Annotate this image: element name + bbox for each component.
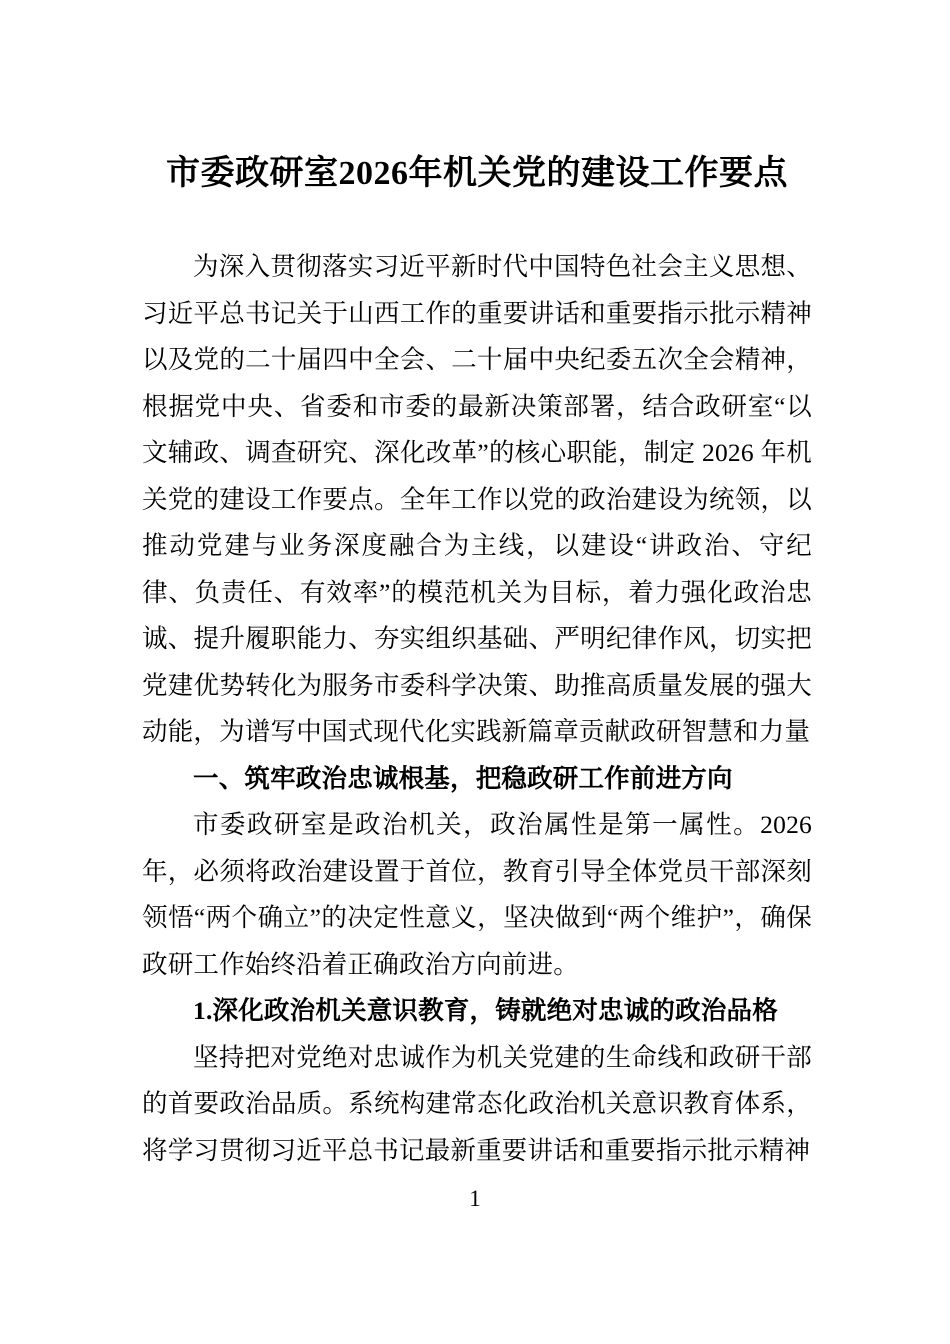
subsection-heading-1-1: 1.深化政治机关意识教育，铸就绝对忠诚的政治品格	[193, 996, 778, 1025]
paragraph-section-1: 市委政研室是政治机关，政治属性是第一属性。2026年，必须将政治建设置于首位，教育引导全体党员干部深刻领悟“两个确立”的决定性意义，坚决做到“两个维护”，确保政研工作始终沿着正确政治方向前进。	[142, 810, 812, 979]
paragraph-intro: 为深入贯彻落实习近平新时代中国特色社会主义思想、习近平总书记关于山西工作的重要讲话和重要指示批示精神以及党的二十届四中全会、二十届中央纪委五次全会精神，根据党中央、省委和市委的最新决策部署，结合政研室“以文辅政、调查研究、深化改革”的核心职能，制定 2026 年机关党的建设工作要点。全年工作以党的政治建设为统领，以推动党建与业务深度融合为主线，以建设“讲政治、守纪律、负责任、有效率”的模范机关为目标，着力强化政治忠诚、提升履职能力、夯实组织基础、严明纪律作风，切实把党建优势转化为服务市委科学决策、助推高质量发展的强大动能，为谱写中国式现代化实践新篇章贡献政研智慧和力量	[142, 252, 812, 746]
page-title: 市委政研室2026年机关党的建设工作要点	[166, 155, 788, 192]
page-number: 1	[469, 1186, 481, 1211]
section-heading-1: 一、筑牢政治忠诚根基，把稳政研工作前进方向	[193, 763, 733, 793]
document-body	[142, 150, 812, 1174]
paragraph-subsection-1-1: 坚持把对党绝对忠诚作为机关党建的生命线和政研干部的首要政治品质。系统构建常态化政治机关意识教育体系，将学习贯彻习近平总书记最新重要讲话和重要指示批示精神	[142, 1042, 812, 1165]
